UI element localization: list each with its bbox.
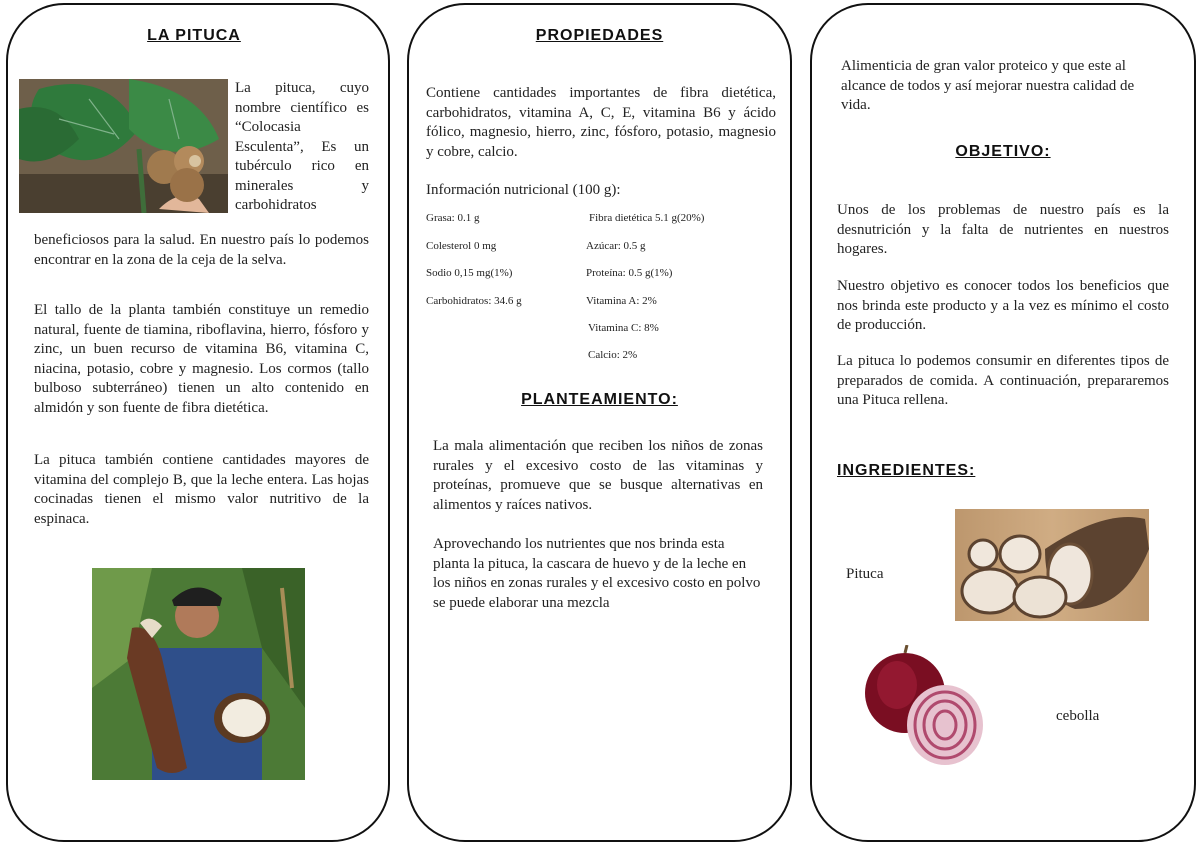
farmer-with-pituca-photo — [92, 568, 305, 780]
ingredient-label-cebolla: cebolla — [1056, 708, 1100, 724]
panel-objetivo — [810, 3, 1196, 842]
pituca-tuber-photo — [955, 509, 1149, 621]
paragraph-complejo-b: La pituca también contiene cantidades mayores de vitamina del complejo B, que la leche entera. Las hojas cocinadas tienen el mismo valor nutritivo de la espinaca. — [34, 452, 369, 527]
nutrition-right-item: Proteína: 0.5 g(1%) — [586, 267, 673, 279]
paragraph-mala-alimentacion: La mala alimentación que reciben los niños de zonas rurales y el excesivo costo de las vitaminas y proteínas, promueve que se busque alternativas en alimentos y raíces nativos. — [433, 438, 763, 513]
paragraph-aprovechando: Aprovechando los nutrientes que nos brinda esta planta la pituca, la cascara de huevo y de la leche en los niños en zonas rurales y el excesivo costo en polvo se puede elaborar una mezcla — [433, 536, 761, 611]
nutrition-left-item: Colesterol 0 mg — [426, 240, 497, 252]
paragraph-consumir: La pituca lo podemos consumir en diferentes tipos de preparados de comida. A continuación, prepararemos una Pituca rellena. — [837, 353, 1169, 408]
red-onion-photo — [857, 645, 997, 770]
panel-propiedades — [407, 3, 792, 842]
paragraph-alimenticia: Alimenticia de gran valor proteico y que este al alcance de todos y así mejorar nuestra calidad de vida. — [841, 58, 1135, 113]
panel-title-la-pituca: LA PITUCA — [147, 27, 241, 44]
paragraph-contenido: Contiene cantidades importantes de fibra dietética, carbohidratos, vitamina A, C, E, vitamina B6 y ácido fólico, magnesio, hierro, zinc, fósforo, potasio, magnesio y cobre, calcio. — [426, 85, 776, 160]
paragraph-tallo: El tallo de la planta también constituye un remedio natural, fuente de tiamina, riboflavina, hierro, fósforo y zinc, un buen recurso de vitamina B6, vitamina C, niacina, potasio, cobre y magnesio. Los cormos (tallo bulboso subterráneo) tienen un alto contenido en almidón y son fuente de fibra dietética. — [34, 302, 369, 416]
paragraph-nuestro-objetivo: Nuestro objetivo es conocer todos los beneficios que nos brinda este producto y a la vez es mínimo el costo de producción. — [837, 278, 1169, 333]
section-title-objetivo: OBJETIVO: — [955, 143, 1051, 160]
nutrition-right-item: Fibra dietética 5.1 g(20%) — [589, 212, 705, 224]
section-title-ingredientes: INGREDIENTES: — [837, 462, 976, 479]
ingredient-label-pituca: Pituca — [846, 566, 884, 582]
nutrition-left-item: Carbohidratos: 34.6 g — [426, 295, 522, 307]
nutrition-right-item: Calcio: 2% — [588, 349, 638, 361]
panel-la-pituca — [6, 3, 390, 842]
taro-plant-photo — [19, 79, 228, 213]
intro-text: La pituca, cuyo nombre científico es “Colocasia Esculenta”, Es un tubérculo rico en minerales y carbohidratos — [235, 80, 369, 213]
nutrition-left-item: Sodio 0,15 mg(1%) — [426, 267, 513, 279]
nutrition-right-item: Vitamina A: 2% — [586, 295, 657, 307]
nutrition-right-item: Azúcar: 0.5 g — [586, 240, 646, 252]
paragraph-beneficios: beneficiosos para la salud. En nuestro país lo podemos encontrar en la zona de la ceja de la selva. — [34, 232, 369, 268]
nutrition-left-item: Grasa: 0.1 g — [426, 212, 480, 224]
paragraph-problemas: Unos de los problemas de nuestro país es la desnutrición y la falta de nutrientes en nuestros hogares. — [837, 202, 1169, 257]
panel-title-propiedades: PROPIEDADES — [535, 27, 664, 44]
nutrition-right-item: Vitamina C: 8% — [588, 322, 659, 334]
section-title-planteamiento: PLANTEAMIENTO: — [521, 391, 678, 408]
nutrition-title: Información nutricional (100 g): — [426, 182, 621, 198]
